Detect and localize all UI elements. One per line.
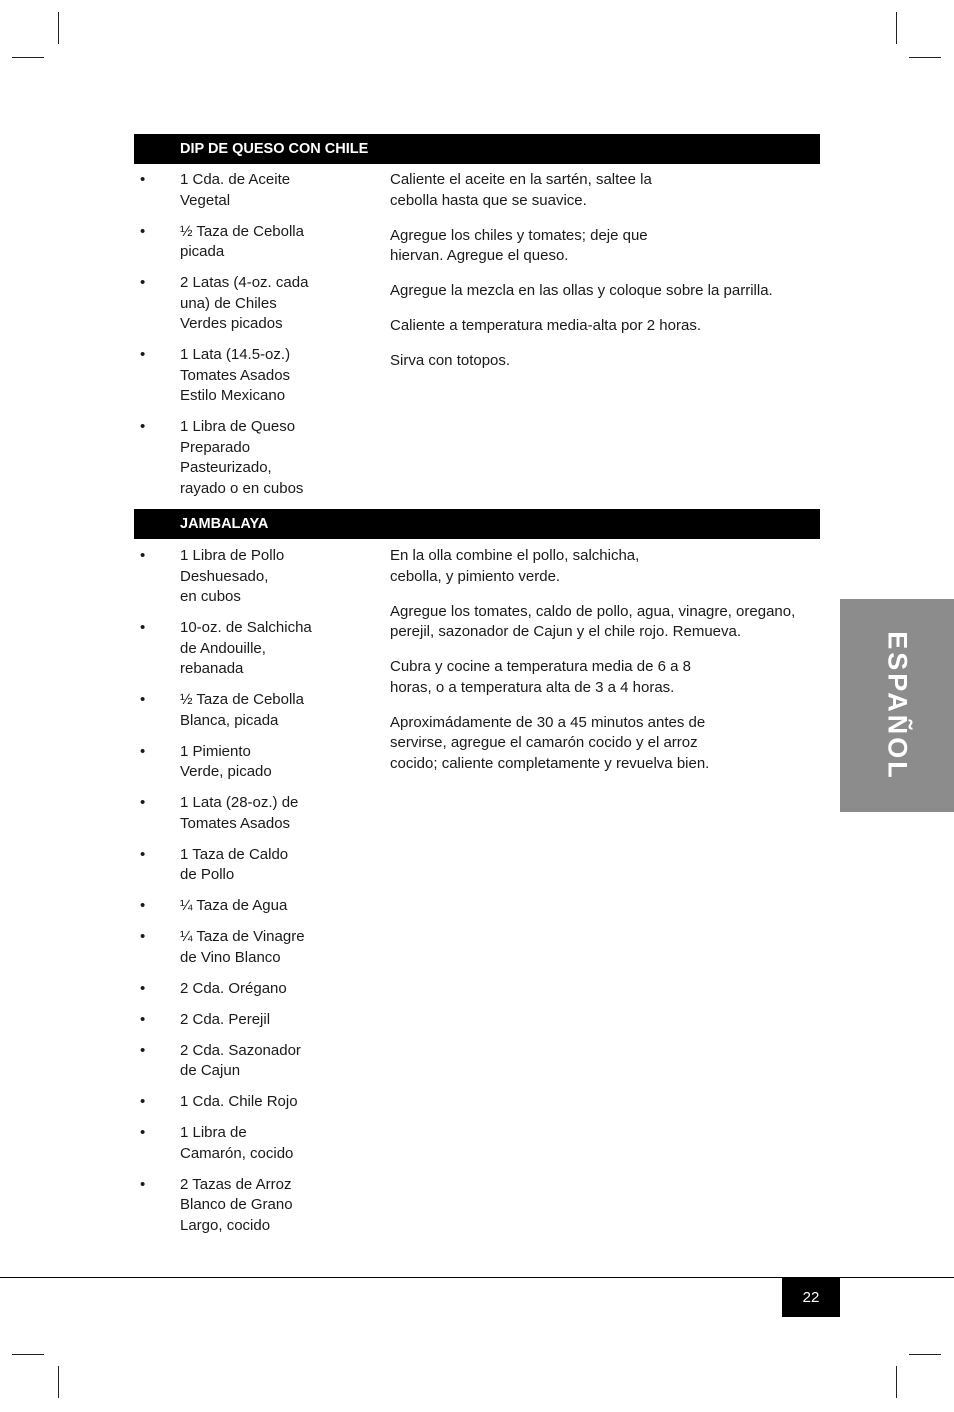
list-item: • 1 Pimiento Verde, picado	[140, 742, 272, 780]
bullet: •	[140, 274, 146, 291]
instruction-step: Sirva con totopos.	[390, 352, 511, 369]
bullet: •	[140, 222, 146, 240]
list-item: • 2 Cda. Sazonador de Cajun	[140, 1041, 301, 1079]
crop-mark	[909, 1354, 941, 1355]
crop-mark	[896, 12, 897, 44]
list-item: • 1 Lata (14.5-oz.) Tomates Asados Estilo Mexicano	[140, 346, 291, 404]
bullet: •	[140, 691, 146, 708]
ingredient-list-dip	[134, 170, 364, 510]
instruction-step: Aproximádamente de 30 a 45 minutos antes de servirse, agregue el camarón cocido y el arroz cocido; caliente completamente y revuelva bien.	[390, 713, 710, 772]
list-item: • 1 Taza de Caldo de Pollo	[140, 845, 289, 883]
bullet: •	[140, 418, 146, 435]
bullet: •	[140, 1041, 146, 1059]
instruction-step: Agregue los chiles y tomates; deje que hiervan. Agregue el queso.	[390, 226, 648, 264]
side-tab-label: ESPAÑOL	[882, 630, 913, 781]
crop-mark	[58, 1366, 59, 1398]
language-side-tab	[840, 599, 954, 812]
instruction-step: Cubra y cocine a temperatura media de 6 a 8 horas, o a temperatura alta de 3 a 4 horas.	[390, 658, 692, 696]
crop-mark	[12, 1354, 44, 1355]
bullet: •	[140, 1093, 146, 1110]
recipe-title-dip-de-queso	[134, 134, 820, 164]
list-item: • 1 Libra de Pollo Deshuesado, en cubos	[140, 547, 285, 605]
recipe-title-text: JAMBALAYA	[180, 516, 269, 532]
list-item: • 10-oz. de Salchicha de Andouille, rebanada	[140, 619, 312, 677]
bullet: •	[140, 979, 146, 997]
bullet: •	[140, 1124, 146, 1141]
bullet: •	[140, 1175, 146, 1193]
instruction-step: Caliente el aceite en la sartén, saltee la cebolla hasta que se suavice.	[390, 171, 652, 209]
list-item: • ½ Taza de Cebolla picada	[140, 222, 304, 260]
bullet: •	[140, 928, 146, 945]
crop-mark	[896, 1366, 897, 1398]
list-item: • 2 Cda. Orégano	[134, 979, 364, 1000]
instruction-step: En la olla combine el pollo, salchicha, cebolla, y pimiento verde.	[390, 547, 640, 585]
instructions-jambalaya	[390, 546, 820, 789]
list-item: • ½ Taza de Cebolla Blanca, picada	[140, 691, 304, 729]
list-item: • 1 Libra de Camarón, cocido	[140, 1124, 294, 1162]
list-item: • 1 Lata (28-oz.) de Tomates Asados	[140, 794, 299, 832]
list-item: • 2 Tazas de Arroz Blanco de Grano Largo, cocido	[140, 1175, 293, 1234]
instruction-step: Caliente a temperatura media-alta por 2 horas.	[390, 317, 702, 334]
list-item: • ¼ Taza de Agua	[134, 896, 364, 917]
bullet: •	[140, 897, 146, 914]
list-item: • 1 Cda. de Aceite Vegetal	[140, 171, 291, 209]
bullet: •	[140, 346, 146, 363]
list-item: • 2 Cda. Perejil	[134, 1010, 364, 1031]
bullet: •	[140, 619, 146, 636]
crop-mark	[12, 57, 44, 58]
bullet: •	[140, 1010, 146, 1028]
recipe-title-jambalaya	[134, 509, 820, 539]
bullet: •	[140, 845, 146, 863]
instruction-step: Agregue la mezcla en las ollas y coloque sobre la parrilla.	[390, 282, 773, 299]
list-item: • 1 Cda. Chile Rojo	[134, 1092, 364, 1113]
crop-mark	[909, 57, 941, 58]
bullet: •	[140, 171, 146, 188]
list-item: • 2 Latas (4-oz. cada una) de Chiles Verdes picados	[140, 274, 309, 332]
bullet: •	[140, 794, 146, 811]
crop-mark	[58, 12, 59, 44]
instruction-step: Agregue los tomates, caldo de pollo, agua, vinagre, oregano, perejil, sazonador de Cajun y el chile rojo. Remueva.	[390, 602, 796, 640]
instructions-dip	[390, 170, 820, 386]
list-item: • 1 Libra de Queso Preparado Pasteurizado, rayado o en cubos	[140, 418, 304, 497]
bullet: •	[140, 547, 146, 564]
bullet: •	[140, 742, 146, 760]
page-number: 22	[782, 1278, 840, 1317]
ingredient-list-jambalaya	[134, 546, 364, 1247]
recipe-title-text: DIP DE QUESO CON CHILE	[180, 141, 369, 157]
list-item: • ¼ Taza de Vinagre de Vino Blanco	[140, 928, 305, 966]
